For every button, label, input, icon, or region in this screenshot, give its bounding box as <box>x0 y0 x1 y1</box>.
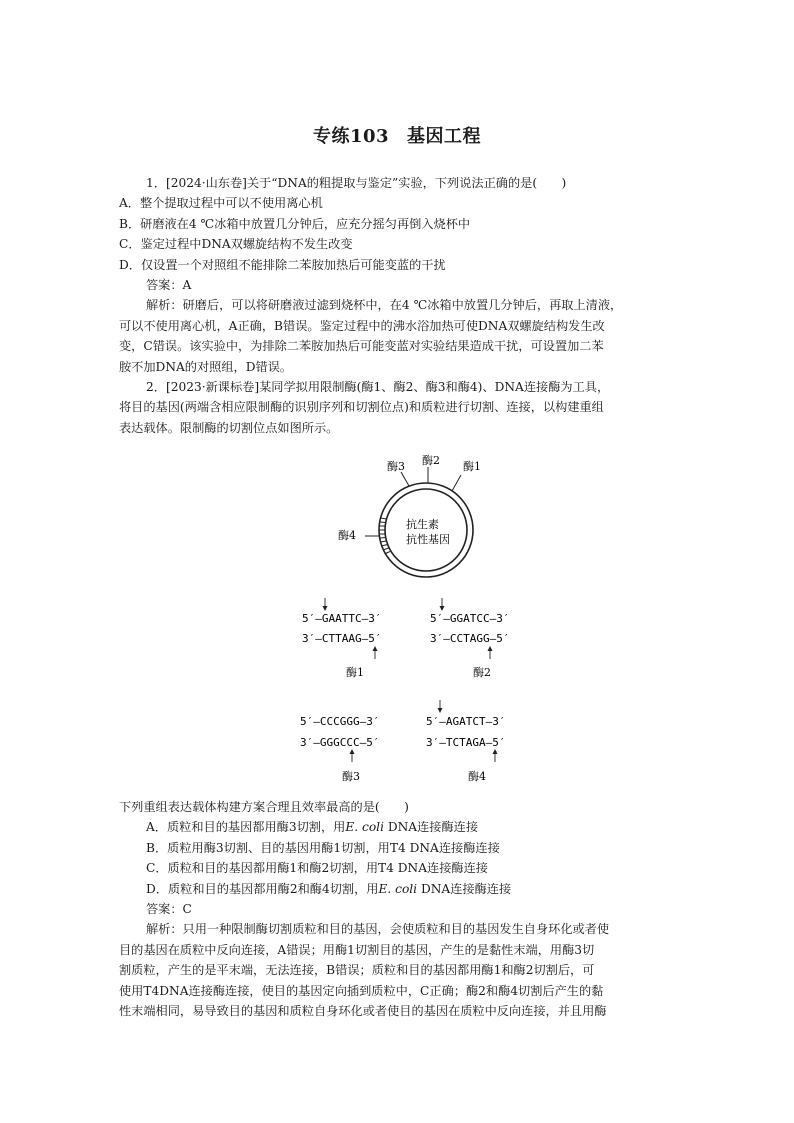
q2-option-a: A．质粒和目的基因都用酶3切割，用E. coli DNA连接酶连接 <box>146 820 479 835</box>
q2-option-c: C．质粒和目的基因都用酶1和酶2切割，用T4 DNA连接酶连接 <box>146 861 488 876</box>
enzyme-2-bottom-strand: 3′—CCTAGG—5′ <box>430 632 510 645</box>
q2-option-b: B．质粒用酶3切割、目的基因用酶1切割，用T4 DNA连接酶连接 <box>146 840 500 855</box>
enzyme-4-label: 酶4 <box>338 529 356 542</box>
plasmid-diagram <box>330 450 510 600</box>
q1-answer: 答案：A <box>146 278 192 293</box>
q2-question: 下列重组表达载体构建方案合理且效率最高的是( ) <box>119 800 409 814</box>
q1-option-d: D．仅设置一个对照组不能排除二苯胺加热后可能变蓝的干扰 <box>119 257 446 272</box>
site-mark-enzyme-3 <box>401 472 409 486</box>
gene-label-line-2: 抗性基因 <box>406 533 450 546</box>
question-2-body <box>119 797 646 1021</box>
title-main: 专练103 <box>312 126 390 147</box>
page-title <box>0 122 794 148</box>
site-enzyme-3 <box>300 715 379 783</box>
q2-stem-3: 表达载体。限制酶的切割位点如图所示。 <box>119 420 339 435</box>
enzyme-3-bottom-strand: 3′—GGGCCC—5′ <box>300 736 380 749</box>
site-enzyme-4 <box>426 700 505 783</box>
title-sub: 基因工程 <box>407 126 482 147</box>
q1-analysis-2: 可以不使用离心机，A正确，B错误。鉴定过程中的沸水浴加热可使DNA双螺旋结构发生改 <box>119 318 605 333</box>
q1-analysis-4: 胺不加DNA的对照组，D错误。 <box>119 359 293 374</box>
question-1 <box>119 173 646 377</box>
q1-stem: 1．[2024·山东卷]关于“DNA的粗提取与鉴定”实验，下列说法正确的是( ) <box>146 176 567 190</box>
enzyme-1-name: 酶1 <box>346 666 364 679</box>
enzyme-4-name: 酶4 <box>468 770 486 783</box>
q2-stem-1: 2．[2023·新课标卷]某同学拟用限制酶(酶1、酶2、酶3和酶4)、DNA连接酶为工具， <box>146 380 610 394</box>
q2-analysis-4: 使用T4DNA连接酶连接，使目的基因定向插到质粒中，C正确；酶2和酶4切割后产生的黏 <box>119 983 604 998</box>
enzyme-1-top-strand: 5′—GAATTC—3′ <box>302 612 382 625</box>
enzyme-1-label: 酶1 <box>463 460 481 473</box>
q2-stem-2: 将目的基因(两端含相应限制酶的识别序列和切割位点)和质粒进行切割、连接，以构建重组 <box>119 400 604 415</box>
restriction-sites <box>290 596 550 786</box>
q1-option-a: A．整个提取过程中可以不使用离心机 <box>119 196 323 211</box>
enzyme-2-label: 酶2 <box>422 454 440 467</box>
enzyme-3-name: 酶3 <box>342 770 360 783</box>
question-2-stem <box>119 377 646 438</box>
q2-answer: 答案：C <box>146 902 192 917</box>
q1-analysis-1: 解析：研磨后，可以将研磨液过滤到烧杯中，在4 ℃冰箱中放置几分钟后，再取上清液， <box>146 298 623 313</box>
q2-analysis-1: 解析：只用一种限制酶切割质粒和目的基因，会使质粒和目的基因发生自身环化或者使 <box>146 922 610 937</box>
enzyme-3-top-strand: 5′—CCCGGG—3′ <box>300 715 380 728</box>
q2-option-d: D．质粒和目的基因都用酶2和酶4切割，用E. coli DNA连接酶连接 <box>146 881 512 896</box>
q1-analysis-3: 变，C错误。该实验中，为排除二苯胺加热后可能变蓝对实验结果造成干扰，可设置加二苯 <box>119 339 604 354</box>
enzyme-3-label: 酶3 <box>387 460 405 473</box>
q2-analysis-2: 目的基因在质粒中反向连接，A错误；用酶1切割目的基因，产生的是黏性末端，用酶3切 <box>119 942 595 957</box>
enzyme-2-name: 酶2 <box>473 666 491 679</box>
q1-option-c: C．鉴定过程中DNA双螺旋结构不发生改变 <box>119 237 353 252</box>
site-mark-enzyme-1 <box>452 475 461 491</box>
site-enzyme-1 <box>302 598 381 679</box>
site-enzyme-2 <box>430 598 509 679</box>
q2-analysis-3: 割质粒，产生的是平末端，无法连接，B错误；质粒和目的基因都用酶1和酶2切割后，可 <box>119 963 595 978</box>
gene-label-line-1: 抗生素 <box>406 518 439 531</box>
q1-option-b: B．研磨液在4 ℃冰箱中放置几分钟后，应充分摇匀再倒入烧杯中 <box>119 216 471 231</box>
enzyme-1-bottom-strand: 3′—CTTAAG—5′ <box>302 632 382 645</box>
enzyme-4-bottom-strand: 3′—TCTAGA—5′ <box>426 736 506 749</box>
enzyme-4-top-strand: 5′—AGATCT—3′ <box>426 715 506 728</box>
q2-analysis-5: 性末端相同，易导致目的基因和质粒自身环化或者使目的基因在质粒中反向连接，并且用酶 <box>119 1004 607 1019</box>
enzyme-2-top-strand: 5′—GGATCC—3′ <box>430 612 510 625</box>
